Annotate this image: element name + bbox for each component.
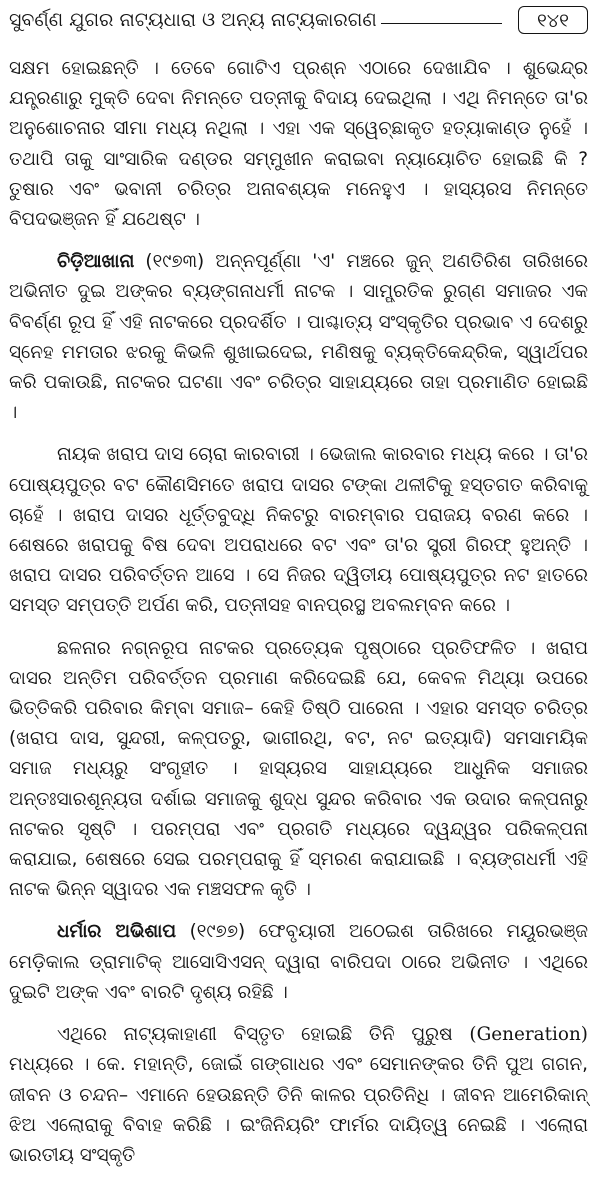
page-body bbox=[9, 54, 588, 1183]
play-title-chidiakhana: ଚିଡ଼ିଆଖାନା bbox=[57, 251, 135, 273]
paragraph-6-text-a: ଏଥିରେ ନାଟ୍ୟକାହାଣୀ ବିସ୍ତୃତ ହୋଇଛି ତିନି ପୁରୁଷ bbox=[57, 1024, 470, 1046]
play-title-dharmara-abhishapa: ଧର୍ମାର ଅଭିଶାପ bbox=[57, 921, 177, 943]
paragraph-6-text-b: ମଧ୍ୟରେ । କେ. ମହାନ୍ତି, ଜୋଇଁ ଗଙ୍ଗାଧର ଏବଂ ସେମାନଙ୍କର ତିନି ପୁଅ ଗଗନ, ଜୀବନ ଓ ଚନ୍ଦନ– ଏମାନେ ହେଉଛନ୍ତି ତିନି କାଳର ପ୍ରତିନିଧି । ଜୀବନ ଆମେରିକାନ୍ ଝିଅ ଏଲୋରାକୁ ବିବାହ କରିଛି । ଇଂଜିନିୟରିଂ ଫାର୍ମର ଦାୟିତ୍ୱ ନେଇଛି । ଏଲୋରା ଭାରତୀୟ ସଂସ୍କୃତି bbox=[9, 1054, 588, 1166]
page-number: ୧୪୧ bbox=[518, 6, 588, 34]
paragraph-3: ନାୟକ ଖରାପ ଦାସ ଚୋରା କାରବାରୀ । ଭେଜାଲ କାରବାର ମଧ୍ୟ କରେ । ତା'ର ପୋଷ୍ୟପୁତ୍ର ବଟ କୌଣସିମତେ ଖରାପ ଦାସର ଟଙ୍କା ଥଳୀଟିକୁ ହସ୍ତଗତ କରିବାକୁ ଚାହେଁ । ଖରାପ ଦାସର ଧୂର୍ତ୍ତବୁଦ୍ଧି ନିକଟରୁ ବାରମ୍ବାର ପରାଜୟ ବରଣ କରେ । ଶେଷରେ ଖରାପକୁ ବିଷ ଦେବା ଅପରାଧରେ ବଟ ଏବଂ ତା'ର ସ୍ତ୍ରୀ ଗିରଫ୍ ହୁଅନ୍ତି । ଖରାପ ଦାସର ପରିବର୍ତ୍ତନ ଆସେ । ସେ ନିଜର ଦ୍ୱିତୀୟ ପୋଷ୍ୟପୁତ୍ର ନଟ ହାତରେ ସମସ୍ତ ସମ୍ପତ୍ତି ଅର୍ପଣ କରି, ପତ୍ନୀସହ ବାନପ୍ରସ୍ଥ ଅବଲମ୍ବନ କରେ । bbox=[9, 444, 589, 617]
generation-term: (Generation) bbox=[469, 1024, 588, 1046]
paragraph-6 bbox=[9, 1020, 588, 1171]
paragraph-2 bbox=[9, 247, 588, 428]
running-title: ସୁବର୍ଣ୍ଣ ଯୁଗର ନାଟ୍ୟଧାରା ଓ ଅନ୍ୟ ନାଟ୍ୟକାରଗଣ bbox=[9, 9, 377, 31]
page-header bbox=[9, 6, 588, 40]
paragraph-2-text: (୧୯୭୩) ଅନ୍ନପୂର୍ଣ୍ଣା 'ଏ' ମଞ୍ଚରେ ଜୁନ୍ ଅଣତିରିଶ ତାରିଖରେ ଅଭିନୀତ ଦୁଇ ଅଙ୍କର ବ୍ୟଙ୍ଗନାଧର୍ମୀ ନାଟକ । ସାମ୍ପ୍ରତିକ ରୁଗ୍ଣ ସମାଜର ଏକ ବିବର୍ଣ୍ଣ ରୂପ ହିଁ ଏହି ନାଟକରେ ପ୍ରଦର୍ଶିତ । ପାଶ୍ଚାତ୍ୟ ସଂସ୍କୃତିର ପ୍ରଭାବ ଏ ଦେଶରୁ ସ୍ନେହ ମମତାର ଝରକୁ କିଭଳି ଶୁଖାଇଦେଇ, ମଣିଷକୁ ବ୍ୟକ୍ତିକେନ୍ଦ୍ରିକ, ସ୍ୱାର୍ଥପର କରି ପକାଉଛି, ନାଟକର ଘଟଣା ଏବଂ ଚରିତ୍ର ସାହାଯ୍ୟରେ ତାହା ପ୍ରମାଣିତ ହୋଇଛି । bbox=[9, 251, 588, 424]
paragraph-5 bbox=[9, 917, 588, 1008]
header-rule bbox=[381, 23, 502, 24]
paragraph-5-text: (୧୯୭୭) ଫେବୃୟାରୀ ଅଠେଇଶ ତାରିଖରେ ମୟୂରଭଞ୍ଜ ମେଡ଼ିକାଲ ଡ୍ରାମାଟିକ୍ ଆସୋସିଏସନ୍ ଦ୍ୱାରା ବାରିପଦା ଠାରେ ଅଭିନୀତ । ଏଥିରେ ଦୁଇଟି ଅଙ୍କ ଏବଂ ବାରଟି ଦୃଶ୍ୟ ରହିଛି । bbox=[9, 921, 588, 1003]
paragraph-1: ସକ୍ଷମ ହୋଇଛନ୍ତି । ତେବେ ଗୋଟିଏ ପ୍ରଶ୍ନ ଏଠାରେ ଦେଖାଯିବ । ଶୁଭେନ୍ଦ୍ର ଯନ୍ତ୍ରଣାରୁ ମୁକ୍ତି ଦେବା ନିମନ୍ତେ ପତ୍ନୀକୁ ବିଦାୟ ଦେଇଥିଲା । ଏଥି ନିମନ୍ତେ ତା'ର ଅନୁଶୋଚନାର ସୀମା ମଧ୍ୟ ନଥିଲା । ଏହା ଏକ ସ୍ୱେଚ୍ଛାକୃତ ହତ୍ୟାକାଣ୍ଡ ନୁହେଁ । ତଥାପି ତାକୁ ସାଂସାରିକ ଦଣ୍ଡର ସମ୍ମୁଖୀନ କରାଇବା ନ୍ୟାୟୋଚିତ ହୋଇଛି କି ? ତୁଷାର ଏବଂ ଭବାନୀ ଚରିତ୍ର ଅନାବଶ୍ୟକ ମନେହୁଏ । ହାସ୍ୟରସ ନିମନ୍ତେ ବିପଦଭଞ୍ଜନ ହିଁ ଯଥେଷ୍ଟ । bbox=[9, 58, 588, 231]
paragraph-4: ଛଳନାର ନଗ୍ନରୂପ ନାଟକର ପ୍ରତ୍ୟେକ ପୃଷ୍ଠାରେ ପ୍ରତିଫଳିତ । ଖରାପ ଦାସର ଅନ୍ତିମ ପରିବର୍ତ୍ତନ ପ୍ରମାଣ କରିଦେଇଛି ଯେ, କେବଳ ମିଥ୍ୟା ଉପରେ ଭିତ୍ତିକରି ପରିବାର କିମ୍ବା ସମାଜ– କେହି ତିଷ୍ଠି ପାରେନା । ଏହାର ସମସ୍ତ ଚରିତ୍ର (ଖରାପ ଦାସ, ସୁନ୍ଦରୀ, କଳ୍ପତରୁ, ଭାଗୀରଥି, ବଟ, ନଟ ଇତ୍ୟାଦି) ସମସାମୟିକ ସମାଜ ମଧ୍ୟରୁ ସଂଗୃହୀତ । ହାସ୍ୟରସ ସାହାଯ୍ୟରେ ଆଧୁନିକ ସମାଜର ଅନ୍ତଃସାରଶୂନ୍ୟତା ଦର୍ଶାଇ ସମାଜକୁ ଶୁଦ୍ଧ ସୁନ୍ଦର କରିବାର ଏକ ଉଦାର କଳ୍ପନାରୁ ନାଟକର ସୃଷ୍ଟି । ପରମ୍ପରା ଏବଂ ପ୍ରଗତି ମଧ୍ୟରେ ଦ୍ୱନ୍ଦ୍ୱର ପରିକଳ୍ପନା କରାଯାଇ, ଶେଷରେ ସେଇ ପରମ୍ପରାକୁ ହିଁ ସ୍ମରଣ କରାଯାଇଛି । ବ୍ୟଙ୍ଗଧର୍ମୀ ଏହି ନାଟକ ଭିନ୍ନ ସ୍ୱାଦର ଏକ ମଞ୍ଚସଫଳ କୃତି । bbox=[9, 637, 588, 901]
